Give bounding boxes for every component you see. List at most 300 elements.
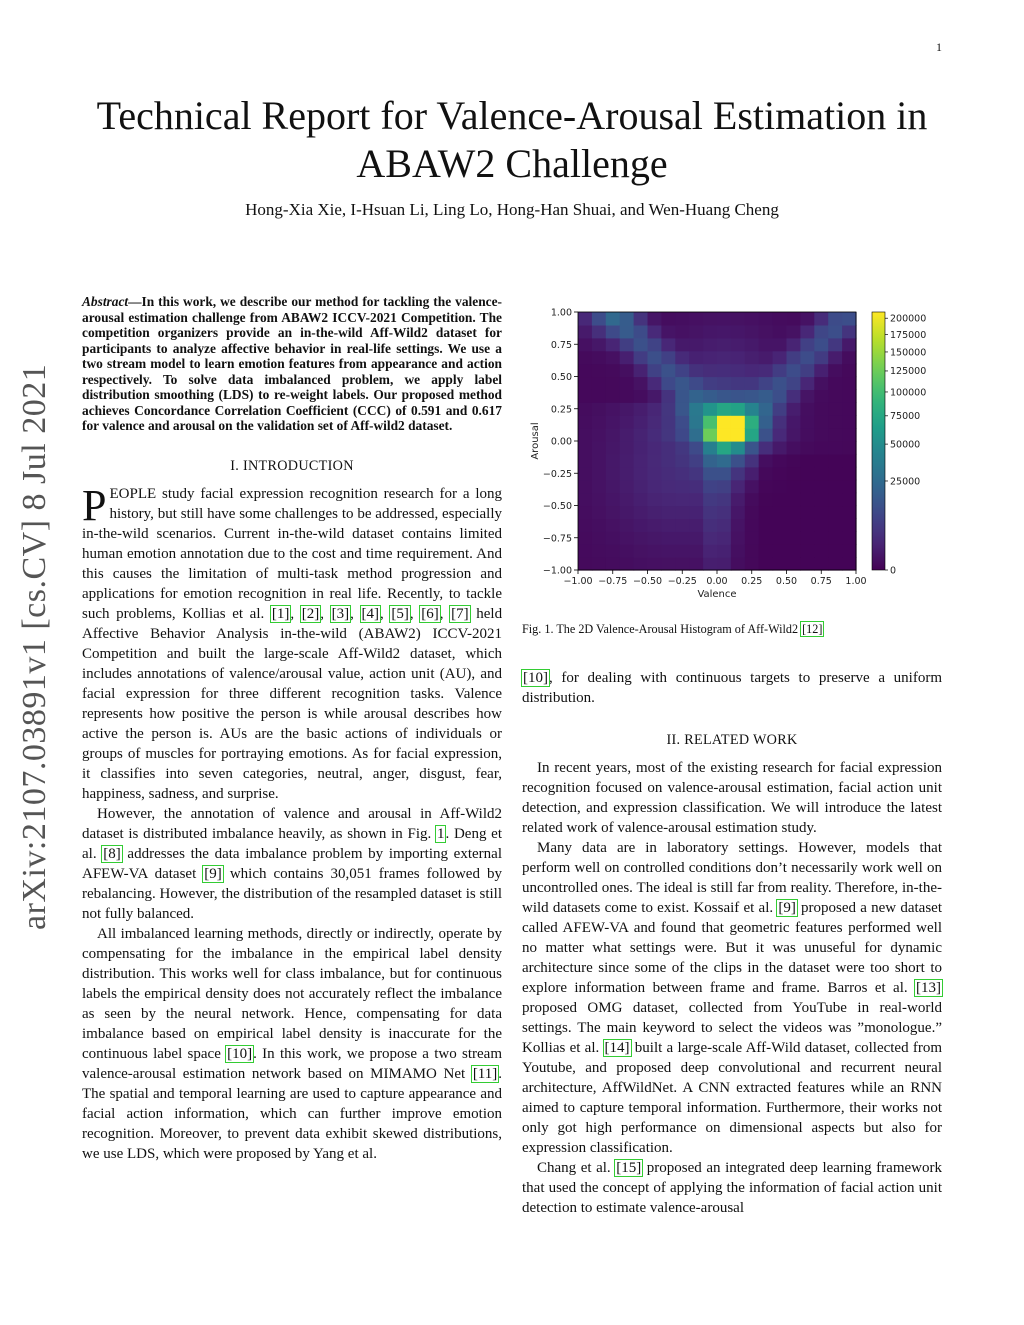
figure-link[interactable]: 1 [436,825,445,842]
heatmap-cell [731,389,746,403]
heatmap-cell [675,531,690,545]
heatmap-cell [800,402,815,416]
colorbar-tick-label: 75000 [890,411,921,423]
heatmap-cell [675,518,690,532]
heatmap-cell [828,531,843,545]
heatmap-cell [592,389,607,403]
heatmap-cell [606,377,621,391]
heatmap-cell [745,480,760,494]
heatmap-cell [620,402,635,416]
heatmap-cell [620,506,635,520]
heatmap-cell [620,428,635,442]
heatmap-cell [661,428,676,442]
heatmap-cell [773,454,788,468]
heatmap-cell [620,415,635,429]
heatmap-cell [620,312,635,326]
colorbar-tick-label: 50000 [890,439,921,451]
citation-link[interactable]: [6] [421,605,439,622]
heatmap-cell [773,506,788,520]
abstract [82,294,502,434]
heatmap-cell [773,428,788,442]
heatmap-cell [717,338,732,352]
heatmap-cell [689,338,704,352]
heatmap-cell [731,467,746,481]
heatmap-cell [689,389,704,403]
heatmap-cell [731,493,746,507]
heatmap-cell [828,467,843,481]
heatmap-cell [578,454,593,468]
heatmap-cell [592,338,607,352]
heatmap-cell [787,312,802,326]
heatmap-cell [703,364,718,378]
y-tick-label: 0.75 [550,339,572,351]
heatmap-cell [634,402,649,416]
heatmap-cell [634,506,649,520]
heatmap-cell [787,454,802,468]
heatmap-cell [731,544,746,558]
citation-link[interactable]: [2] [301,605,320,622]
heatmap-cell [620,338,635,352]
heatmap-cell [731,557,746,571]
heatmap-cell [800,312,815,326]
heatmap-cell [661,518,676,532]
heatmap-cell [606,312,621,326]
heatmap-cell [578,312,593,326]
heatmap-cell [814,364,829,378]
heatmap-cell [675,467,690,481]
heatmap-cell [675,415,690,429]
heatmap-cell [703,544,718,558]
text-run: held Affective Behavior Analysis in-the-wild (ABAW2) ICCV-2021 Competition and built the large-scale Aff-Wild2 dataset, which includes annotations of valence/arousal value, action unit (AU), and facial expression for three different recognition tasks. Valence represents how positive the person is while arousal describes how active the person is. AUs are the basic actions of individuals or groups of muscles for portraying emotions. As for facial expression, it classifies into seven categories, neutral, anger, disgust, fear, happiness, sadness, and surprise. [82,605,503,802]
heatmap-cell [773,325,788,339]
heatmap-cell [648,557,663,571]
heatmap-cell [800,480,815,494]
heatmap-cell [648,364,663,378]
heatmap-cell [634,325,649,339]
heatmap-cell [606,467,621,481]
heatmap-cell [675,480,690,494]
heatmap-cell [675,389,690,403]
heatmap-cell [814,480,829,494]
heatmap-cell [703,428,718,442]
heatmap-cell [717,428,732,442]
heatmap-cell [703,338,718,352]
heatmap-cell [787,364,802,378]
heatmap-cell [661,441,676,455]
heatmap-cell [842,506,857,520]
heatmap-cell [842,557,857,571]
heatmap-cell [648,377,663,391]
heatmap-cell [675,377,690,391]
heatmap-cell [648,531,663,545]
heatmap-cell [606,428,621,442]
heatmap-cell [703,441,718,455]
citation-link[interactable]: [10] [227,1045,253,1062]
text-run: However, the annotation of valence and arousal in Aff-Wild2 dataset is distributed imbalance heavily, as shown in Fig. [82,805,502,842]
heatmap-chart [520,298,960,618]
abstract-text: —In this work, we describe our method for tackling the valence-arousal estimation challenge from ABAW2 ICCV-2021 Competition. The competition organizers provide an in-the-wild Aff-Wild2 dataset for participants to analyze affective behavior in real-life settings. We use a two stream model to learn emotion features from appearance and action respectively. To solve data imbalanced problem, we apply label distribution smoothing (LDS) to re-weight labels. Our proposed method achieves Concordance Correlation Coefficient (CCC) of 0.591 and 0.617 for valence and arousal on the validation set of Aff-wild2 dataset. [82,294,502,433]
intro-paragraph-2 [82,804,502,924]
heatmap-cell [634,480,649,494]
heatmap-cell [592,506,607,520]
x-tick-label: −0.50 [632,576,663,587]
heatmap-cell [703,377,718,391]
heatmap-cell [592,312,607,326]
heatmap-cell [620,454,635,468]
heatmap-cell [606,493,621,507]
heatmap-cell [828,377,843,391]
heatmap-cell [578,480,593,494]
heatmap-cell [731,338,746,352]
heatmap-cell [661,338,676,352]
heatmap-cell [800,441,815,455]
heatmap-cell [745,351,760,365]
heatmap-cell [717,467,732,481]
heatmap-cell [731,531,746,545]
heatmap-cell [578,415,593,429]
heatmap-cell [814,338,829,352]
heatmap-cell [578,325,593,339]
heatmap-cell [717,389,732,403]
heatmap-cell [745,402,760,416]
heatmap-cell [703,518,718,532]
heatmap-cell [592,480,607,494]
heatmap-cell [745,544,760,558]
heatmap-cell [689,531,704,545]
heatmap-cell [578,467,593,481]
heatmap-cell [648,480,663,494]
heatmap-cell [606,454,621,468]
heatmap-cell [648,441,663,455]
x-axis-label: Valence [697,589,737,600]
heatmap-cell [787,377,802,391]
heatmap-cell [717,518,732,532]
intro-paragraph-3 [82,924,502,1164]
heatmap-cell [689,493,704,507]
heatmap-cell [745,364,760,378]
text-run: built a large-scale Aff-Wild dataset, collected from Youtube, and proposed deep convolutional and recurrent neural architecture, AffWildNet. A CNN extracted features while an RNN aimed to capture temporal information. Furthermore, their works not only got high performance on dimensional aspects but also for expression classification. [522,1040,943,1156]
heatmap-cell [661,506,676,520]
heatmap-cell [592,493,607,507]
citation-link[interactable]: [12] [802,622,823,636]
heatmap-cell [634,518,649,532]
heatmap-cell [675,351,690,365]
citation-link[interactable]: [15] [616,1160,642,1176]
heatmap-cell [689,518,704,532]
heatmap-cell [814,506,829,520]
heatmap-cell [745,428,760,442]
heatmap-cell [842,351,857,365]
heatmap-cell [745,389,760,403]
right-column [522,668,942,1218]
heatmap-cell [703,454,718,468]
heatmap-cell [675,441,690,455]
text-run: . The spatial and temporal learning are used to capture appearance and facial action information, which can further improve emotion recognition. Moreover, to prevent data exhibit skewed distributions, we use LDS, which were proposed by Yang et al. [82,1065,502,1162]
heatmap-cell [634,544,649,558]
y-tick-label: −1.00 [542,565,572,577]
text-run: which contains 30,051 frames followed by rebalancing. However, the distribution of the resampled dataset is still not fully balanced. [82,865,502,922]
heatmap-cell [759,325,774,339]
heatmap-cell [717,312,732,326]
citation-link[interactable]: [10] [523,670,548,686]
heatmap-cell [828,364,843,378]
heatmap-cell [800,325,815,339]
citation-link[interactable]: [8] [103,845,121,862]
heatmap-cell [787,467,802,481]
citation-link[interactable]: [5] [391,605,409,622]
heatmap-cell [648,544,663,558]
heatmap-cell [703,506,718,520]
heatmap-cell [814,454,829,468]
heatmap-cell [578,557,593,571]
heatmap-cell [759,428,774,442]
heatmap-cell [787,557,802,571]
heatmap-cell [814,518,829,532]
heatmap-cell [717,493,732,507]
heatmap-cell [661,531,676,545]
x-tick-label: −0.75 [598,576,628,587]
citation-link[interactable]: [1] [271,605,290,622]
heatmap-cell [759,312,774,326]
heatmap-cell [592,351,607,365]
heatmap-cell [717,441,732,455]
heatmap-cell [842,531,857,545]
heatmap-cell [675,544,690,558]
citation-link[interactable]: [4] [361,605,379,622]
heatmap-cell [731,402,746,416]
heatmap-cell [814,544,829,558]
heatmap-cell [731,351,746,365]
heatmap-cell [800,364,815,378]
heatmap-cell [703,325,718,339]
y-tick-label: 0.25 [550,404,572,416]
heatmap-cell [800,557,815,571]
citation-link[interactable]: [9] [778,900,796,916]
heatmap-cell [661,467,676,481]
heatmap-cell [842,389,857,403]
citation-link[interactable]: [3] [331,605,350,622]
heatmap-cell [675,325,690,339]
heatmap-cell [800,415,815,429]
heatmap-cell [620,531,635,545]
related-paragraph-3 [522,1158,942,1218]
citation-link[interactable]: [14] [604,1040,630,1056]
heatmap-cell [800,338,815,352]
heatmap-cell [828,493,843,507]
text-run: proposed a new dataset called AFEW-VA and found that geometric features performed well no matter what settings were. But it was unuseful for dynamic architecture since some of the clips in the dataset were too short to explore information between frame and frame. Barros et al. [522,900,942,996]
heatmap-cell [620,441,635,455]
heatmap-cell [759,415,774,429]
heatmap-cell [787,506,802,520]
heatmap-cell [745,531,760,545]
colorbar [872,312,885,570]
citation-link[interactable]: [13] [916,980,941,996]
heatmap-cell [787,428,802,442]
citation-link[interactable]: [11] [472,1065,498,1082]
heatmap-cell [828,454,843,468]
heatmap-cell [828,480,843,494]
heatmap-cell [648,402,663,416]
heatmap-cell [675,506,690,520]
heatmap-cell [675,557,690,571]
x-tick-label: −1.00 [563,576,593,587]
text-run: . In this work, we propose a two stream valence-arousal estimation network based on MIMAMO Net [82,1045,502,1082]
heatmap-cell [689,454,704,468]
heatmap-cell [675,493,690,507]
heatmap-cell [842,312,857,326]
heatmap-cell [606,557,621,571]
heatmap-cell [814,441,829,455]
heatmap-cell [800,493,815,507]
heatmap-cell [717,557,732,571]
heatmap-cell [689,506,704,520]
figure-caption [522,622,942,637]
paper-title: Technical Report for Valence-Arousal Estimation in ABAW2 Challenge [96,93,928,186]
heatmap-cell [620,493,635,507]
heatmap-cell [648,389,663,403]
heatmap-cell [578,544,593,558]
y-tick-label: −0.25 [542,468,572,480]
heatmap-cell [814,428,829,442]
y-tick-label: −0.75 [542,533,572,545]
y-tick-label: 0.00 [550,436,572,448]
citation-link[interactable]: [9] [204,865,222,882]
heatmap-cell [745,454,760,468]
heatmap-cell [620,557,635,571]
heatmap-cell [759,467,774,481]
heatmap-cell [661,402,676,416]
heatmap-cell [773,557,788,571]
heatmap-cell [717,544,732,558]
heatmap-cell [828,325,843,339]
heatmap-cell [800,428,815,442]
heatmap-cell [689,467,704,481]
heatmap-cell [606,338,621,352]
text-run: Chang et al. [537,1160,616,1176]
heatmap-cell [759,338,774,352]
heatmap-cell [800,389,815,403]
section-heading-introduction: I. INTRODUCTION [230,457,354,474]
heatmap-cell [731,364,746,378]
heatmap-cell [773,467,788,481]
heatmap-cell [745,441,760,455]
x-tick-label: 0.75 [810,576,832,587]
heatmap-cell [717,415,732,429]
heatmap-cell [606,389,621,403]
heatmap-cell [842,338,857,352]
heatmap-cell [661,351,676,365]
heatmap-cell [620,389,635,403]
heatmap-cell [745,493,760,507]
heatmap-cell [592,544,607,558]
heatmap-cell [773,364,788,378]
heatmap-cell [842,415,857,429]
heatmap-cell [675,428,690,442]
heatmap-cell [842,480,857,494]
y-tick-label: −0.50 [542,501,572,512]
heatmap-cell [773,351,788,365]
heatmap-cell [634,351,649,365]
heatmap-cell [717,351,732,365]
heatmap-cell [800,531,815,545]
heatmap-cell [648,415,663,429]
heatmap-cell [648,454,663,468]
heatmap-cell [773,493,788,507]
heatmap-cell [620,518,635,532]
heatmap-cell [689,441,704,455]
heatmap-cell [717,325,732,339]
heatmap-cell [800,506,815,520]
heatmap-cell [606,506,621,520]
colorbar-tick-label: 150000 [890,347,927,359]
heatmap-cell [745,415,760,429]
heatmap-cell [745,338,760,352]
heatmap-cell [634,454,649,468]
colorbar-tick-label: 25000 [890,476,921,488]
heatmap-cell [675,402,690,416]
heatmap-cell [578,389,593,403]
heatmap-cell [634,428,649,442]
heatmap-cell [800,544,815,558]
figure-histogram [520,298,960,628]
heatmap-cell [634,312,649,326]
heatmap-cell [759,377,774,391]
heatmap-cell [675,338,690,352]
heatmap-cell [787,402,802,416]
heatmap-cell [634,415,649,429]
heatmap-cell [634,338,649,352]
heatmap-cell [689,351,704,365]
heatmap-cell [634,493,649,507]
heatmap-cell [689,402,704,416]
heatmap-cell [842,467,857,481]
heatmap-cell [828,338,843,352]
related-paragraph-1: In recent years, most of the existing research for facial expression recognition focused on valence-arousal estimation, facial action unit detection, and expression classification. We will introduce the latest related work of valence-arousal estimation study. [522,760,942,836]
heatmap-cell [842,441,857,455]
heatmap-cell [648,312,663,326]
heatmap-cell [787,338,802,352]
heatmap-cell [787,493,802,507]
heatmap-cell [648,351,663,365]
heatmap-cell [634,467,649,481]
heatmap-cell [731,480,746,494]
text-run: . Deng et al. [82,825,502,862]
heatmap-cell [648,493,663,507]
heatmap-cell [661,480,676,494]
heatmap-cell [689,415,704,429]
heatmap-cell [842,428,857,442]
heatmap-cell [703,389,718,403]
heatmap-cell [773,338,788,352]
section-heading-related-work: II. RELATED WORK [666,732,798,748]
heatmap-cell [759,402,774,416]
heatmap-cell [800,518,815,532]
page-number: 1 [936,40,942,54]
heatmap-cell [578,428,593,442]
text-run: proposed OMG dataset, collected from YouTube in real-world settings. The main keyword to select the videos was ”monologue.” Kollias et al. [522,1000,942,1056]
heatmap-cell [842,544,857,558]
heatmap-cell [814,312,829,326]
citation-link[interactable]: [7] [451,605,469,622]
heatmap-cell [648,338,663,352]
heatmap-cell [759,506,774,520]
heatmap-cell [592,415,607,429]
heatmap-cell [703,480,718,494]
heatmap-cell [592,454,607,468]
heatmap-cell [759,544,774,558]
heatmap-cell [842,402,857,416]
heatmap-cell [745,377,760,391]
